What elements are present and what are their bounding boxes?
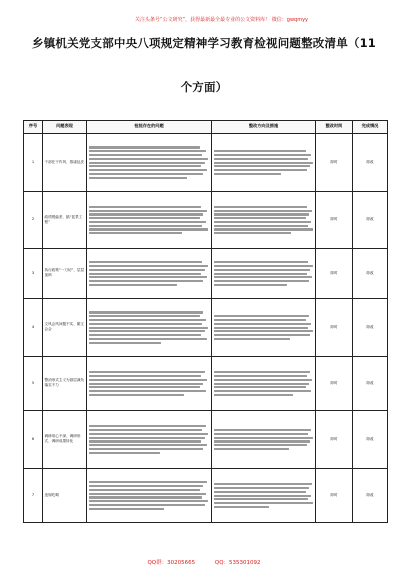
text-line-placeholder	[214, 150, 306, 152]
text-line-placeholder	[214, 502, 313, 504]
row-deadline: 即时	[316, 133, 353, 191]
row-deadline: 即时	[316, 356, 353, 410]
title-line2: 个方面）	[180, 80, 228, 94]
text-line-placeholder	[89, 481, 208, 483]
row-problems-text	[87, 356, 212, 410]
text-line-placeholder	[89, 508, 164, 510]
table-row	[24, 410, 388, 468]
text-line-placeholder	[89, 177, 187, 179]
text-line-placeholder	[89, 493, 206, 495]
text-line-placeholder	[89, 375, 202, 377]
text-line-placeholder	[89, 173, 204, 175]
text-line-placeholder	[89, 500, 209, 502]
column-header-problems: 检视存在的问题	[87, 121, 212, 134]
text-line-placeholder	[214, 323, 311, 325]
text-line-placeholder	[214, 165, 310, 167]
text-line-placeholder	[214, 448, 289, 450]
text-line-placeholder	[89, 496, 203, 498]
row-issue: 整治形式主义为基层减负落实不力	[43, 356, 87, 410]
text-line-placeholder	[89, 146, 200, 148]
text-line-placeholder	[89, 265, 209, 267]
column-header-deadline: 整改时间	[316, 121, 353, 134]
text-line-placeholder	[214, 162, 313, 164]
text-line-placeholder	[89, 386, 200, 388]
text-line-placeholder	[89, 232, 182, 234]
row-problems-text	[87, 248, 212, 298]
text-line-placeholder	[89, 437, 205, 439]
table-row	[24, 298, 388, 356]
row-deadline: 即时	[316, 468, 353, 522]
text-line-placeholder	[214, 232, 291, 234]
text-line-placeholder	[89, 330, 205, 332]
text-line-placeholder	[214, 154, 311, 156]
row-number: 6	[24, 410, 43, 468]
row-status: 即改	[353, 356, 388, 410]
title-line1: 乡镇机关党支部中央八项规定精神学习教育检视问题整改清单（11	[32, 36, 376, 50]
text-line-placeholder	[214, 158, 308, 160]
text-line-placeholder	[89, 390, 206, 392]
text-line-placeholder	[214, 371, 310, 373]
text-line-placeholder	[214, 327, 308, 329]
row-issue: 文风会风问题不实、繁文会会	[43, 298, 87, 356]
text-line-placeholder	[214, 429, 311, 431]
row-deadline: 即时	[316, 191, 353, 248]
text-line-placeholder	[214, 206, 307, 208]
text-line-placeholder	[214, 498, 308, 500]
row-status: 即改	[353, 248, 388, 298]
row-problems-text	[87, 298, 212, 356]
table-row	[24, 356, 388, 410]
text-line-placeholder	[89, 334, 202, 336]
row-number: 7	[24, 468, 43, 522]
text-line-placeholder	[89, 444, 208, 446]
text-line-placeholder	[214, 379, 312, 381]
text-line-placeholder	[214, 375, 307, 377]
text-line-placeholder	[89, 342, 162, 344]
text-line-placeholder	[214, 483, 312, 485]
column-header-issue: 问题表现	[43, 121, 87, 134]
row-status: 即改	[353, 468, 388, 522]
text-line-placeholder	[89, 383, 204, 385]
row-measures-text	[212, 410, 316, 468]
text-line-placeholder	[89, 319, 206, 321]
text-line-placeholder	[214, 280, 309, 282]
column-header-number: 序号	[24, 121, 43, 134]
row-measures-text	[212, 468, 316, 522]
text-line-placeholder	[214, 276, 312, 278]
footer-qq-contact: QQ：535301092	[214, 560, 261, 566]
row-measures-text	[212, 191, 316, 248]
row-measures-text	[212, 133, 316, 191]
row-problems-text	[87, 191, 212, 248]
text-line-placeholder	[89, 225, 203, 227]
row-number: 4	[24, 298, 43, 356]
text-line-placeholder	[89, 154, 203, 156]
text-line-placeholder	[214, 221, 311, 223]
row-problems-text	[87, 468, 212, 522]
text-line-placeholder	[214, 383, 309, 385]
text-line-placeholder	[214, 315, 309, 317]
row-problems-text	[87, 133, 212, 191]
text-line-placeholder	[89, 280, 204, 282]
text-line-placeholder	[214, 394, 293, 396]
text-line-placeholder	[89, 210, 208, 212]
text-line-placeholder	[89, 429, 203, 431]
rectification-table	[23, 120, 388, 523]
text-line-placeholder	[89, 169, 208, 171]
row-deadline: 即时	[316, 248, 353, 298]
text-line-placeholder	[89, 485, 204, 487]
text-line-placeholder	[214, 338, 290, 340]
text-line-placeholder	[214, 437, 313, 439]
row-issue: 执行政策“一刀切”、层层加码	[43, 248, 87, 298]
text-line-placeholder	[89, 158, 209, 160]
row-number: 2	[24, 191, 43, 248]
text-line-placeholder	[89, 338, 208, 340]
row-measures-text	[212, 298, 316, 356]
row-issue: 干部在干作风、推诿扯皮	[43, 133, 87, 191]
page-footer	[0, 558, 408, 568]
column-header-status: 完成情况	[353, 121, 388, 134]
footer-qq-group: QQ群：30205665	[147, 560, 196, 566]
text-line-placeholder	[89, 162, 205, 164]
text-line-placeholder	[214, 444, 307, 446]
text-line-placeholder	[214, 269, 310, 271]
table-row	[24, 468, 388, 522]
text-line-placeholder	[89, 504, 205, 506]
text-line-placeholder	[89, 165, 202, 167]
text-line-placeholder	[89, 269, 205, 271]
text-line-placeholder	[214, 487, 309, 489]
text-line-placeholder	[214, 273, 307, 275]
text-line-placeholder	[214, 495, 311, 497]
row-number: 5	[24, 356, 43, 410]
text-line-placeholder	[214, 491, 306, 493]
row-measures-text	[212, 356, 316, 410]
text-line-placeholder	[89, 425, 206, 427]
row-issue: 政绩观偏差、搞“盆景工程”	[43, 191, 87, 248]
text-line-placeholder	[89, 206, 202, 208]
text-line-placeholder	[89, 323, 203, 325]
text-line-placeholder	[89, 217, 200, 219]
text-line-placeholder	[89, 440, 202, 442]
row-problems-text	[87, 410, 212, 468]
text-line-placeholder	[89, 394, 185, 396]
row-status: 即改	[353, 191, 388, 248]
page-title	[26, 34, 382, 96]
text-line-placeholder	[214, 440, 310, 442]
text-line-placeholder	[89, 150, 206, 152]
text-line-placeholder	[214, 319, 306, 321]
text-line-placeholder	[214, 261, 308, 263]
text-line-placeholder	[214, 330, 313, 332]
text-line-placeholder	[89, 276, 208, 278]
text-line-placeholder	[89, 327, 209, 329]
text-line-placeholder	[214, 334, 310, 336]
text-line-placeholder	[214, 217, 306, 219]
text-line-placeholder	[214, 225, 308, 227]
table-header-row	[24, 121, 388, 134]
row-number: 1	[24, 133, 43, 191]
row-issue: 调研用心不深、调研形式、调研成果转化	[43, 410, 87, 468]
table-row	[24, 248, 388, 298]
text-line-placeholder	[89, 228, 209, 230]
row-deadline: 即时	[316, 298, 353, 356]
text-line-placeholder	[89, 284, 177, 286]
text-line-placeholder	[89, 273, 202, 275]
text-line-placeholder	[89, 379, 208, 381]
text-line-placeholder	[214, 210, 312, 212]
text-line-placeholder	[89, 371, 205, 373]
text-line-placeholder	[89, 448, 204, 450]
row-number: 3	[24, 248, 43, 298]
header-notice: 关注头条号“公文研究”，获得最新最全最专业的公文资料库！ 微信：gwqmyy	[135, 17, 308, 23]
row-issue: 违规吃喝	[43, 468, 87, 522]
text-line-placeholder	[214, 213, 309, 215]
row-measures-text	[212, 248, 316, 298]
text-line-placeholder	[89, 433, 209, 435]
text-line-placeholder	[89, 261, 203, 263]
text-line-placeholder	[214, 284, 287, 286]
row-status: 即改	[353, 133, 388, 191]
text-line-placeholder	[89, 489, 200, 491]
row-deadline: 即时	[316, 410, 353, 468]
text-line-placeholder	[214, 169, 307, 171]
text-line-placeholder	[89, 311, 204, 313]
text-line-placeholder	[214, 265, 313, 267]
column-header-measures: 整改方向及措施	[212, 121, 316, 134]
text-line-placeholder	[214, 228, 313, 230]
text-line-placeholder	[214, 386, 306, 388]
row-status: 即改	[353, 410, 388, 468]
table-row	[24, 191, 388, 248]
text-line-placeholder	[214, 173, 281, 175]
text-line-placeholder	[89, 221, 206, 223]
text-line-placeholder	[89, 315, 200, 317]
table-row	[24, 133, 388, 191]
text-line-placeholder	[89, 213, 204, 215]
text-line-placeholder	[214, 433, 308, 435]
text-line-placeholder	[214, 390, 311, 392]
text-line-placeholder	[89, 452, 160, 454]
row-status: 即改	[353, 298, 388, 356]
text-line-placeholder	[214, 506, 269, 508]
